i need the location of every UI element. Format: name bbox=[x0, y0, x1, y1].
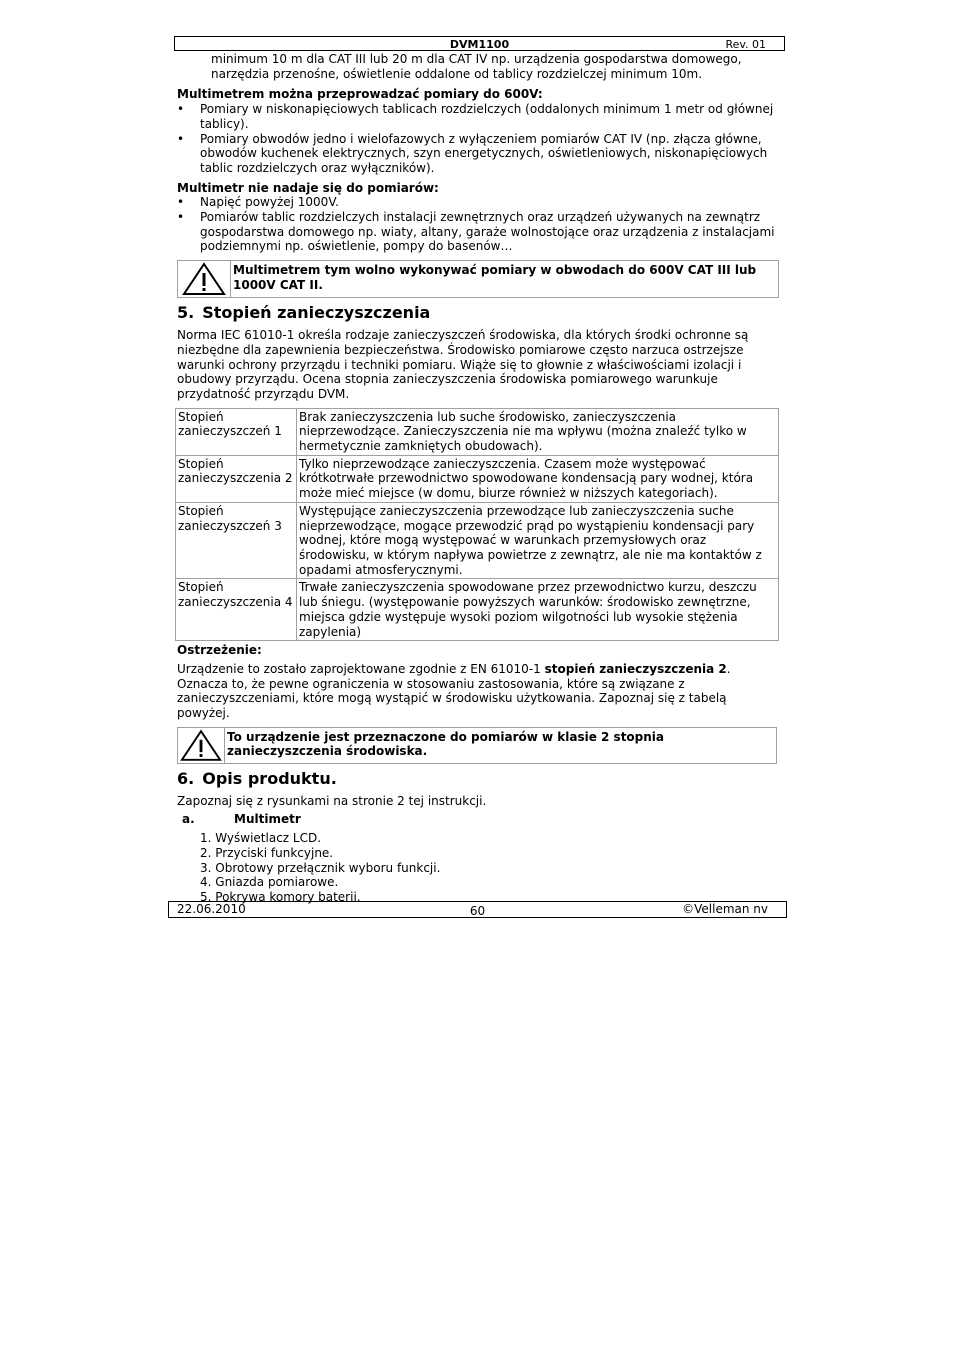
footer-copyright: ©Velleman nv bbox=[682, 902, 768, 916]
description-cell: Tylko nieprzewodzące zanieczyszczenia. Czasem może występować krótkotrwałe przewodnictwo spowodowane kondensacją pary wodnej, która może mieć miejsce (w domu, biurze również w niższych kategoriach). bbox=[297, 455, 779, 502]
table-row bbox=[176, 579, 779, 641]
document-id: DVM1100 bbox=[449, 38, 510, 51]
cannot-measure-heading: Multimetr nie nadaje się do pomiarów: bbox=[177, 180, 439, 195]
level-cell: Stopień zanieczyszczeń 1 bbox=[176, 408, 297, 455]
bullet-icon: • bbox=[177, 195, 185, 210]
warning-text: To urządzenie jest przeznaczone do pomiarów w klasie 2 stopnia zanieczyszczenia środowiska. bbox=[227, 729, 665, 759]
section-6-paragraph: Zapoznaj się z rysunkami na stronie 2 tej instrukcji. bbox=[177, 793, 487, 808]
warning-box-cat bbox=[177, 260, 779, 298]
revision: Rev. 01 bbox=[725, 38, 766, 51]
page-number: 60 bbox=[469, 904, 486, 918]
table-row bbox=[176, 502, 779, 579]
bullet-icon: • bbox=[177, 131, 185, 146]
list-item: 5. Pokrywa komory baterii. bbox=[200, 889, 361, 904]
list-item: 3. Obrotowy przełącznik wyboru funkcji. bbox=[200, 860, 441, 875]
warning-box-pollution bbox=[177, 727, 777, 764]
warning-triangle-icon bbox=[180, 729, 222, 762]
pollution-degree-table bbox=[175, 408, 779, 642]
level-cell: Stopień zanieczyszczeń 3 bbox=[176, 502, 297, 579]
caution-heading: Ostrzeżenie: bbox=[177, 643, 262, 658]
description-cell: Występujące zanieczyszczenia przewodzące lub zanieczyszczenia suche nieprzewodzące, mogące przewodzić prąd po wystąpieniu kondensacji pary wodnej, które mogą występować w warunkach przemysłowych oraz środowisku, w którym napływa powietrze z zewnątrz, ale nie ma kontaktów z opadami atmosferycznymi. bbox=[297, 502, 779, 579]
cannot-measure-list bbox=[177, 195, 779, 254]
description-cell: Brak zanieczyszczenia lub suche środowisko, zanieczyszczenia nieprzewodzące. Zanieczyszczenia nie ma wpływu (można znaleźć tylko w hermetycznie zamkniętych obudowach). bbox=[297, 408, 779, 455]
list-item: • Pomiary obwodów jedno i wielofazowych z wyłączeniem pomiarów CAT IV (np. złącza główne, obwodów kuchenek elektrycznych, szyn energetycznych, oświetleniowych, niskonapięciowych tablic rozdzielczych oraz wyłączników). bbox=[177, 131, 768, 175]
continued-paragraph: minimum 10 m dla CAT III lub 20 m dla CAT IV np. urządzenia gospodarstwa domowego, narzędzia przenośne, oświetlenie oddalone od tablicy rozdzielczej minimum 10m. bbox=[211, 52, 742, 81]
section-5-title: 5. Stopień zanieczyszczenia bbox=[177, 303, 431, 323]
footer-date: 22.06.2010 bbox=[177, 902, 246, 916]
list-item: 4. Gniazda pomiarowe. bbox=[200, 875, 339, 890]
bullet-icon: • bbox=[177, 210, 185, 225]
caution-paragraph: Urządzenie to zostało zaprojektowane zgodnie z EN 61010-1 stopień zanieczyszczenia 2. Oznacza to, że pewne ograniczenia w stosowaniu zastosowania, które są związane z zanieczyszczeniami, które mogą wystąpić w środowisku użytkowania. Zapoznaj się z tabelą powyżej. bbox=[177, 661, 731, 721]
section-6-title: 6. Opis produktu. bbox=[177, 768, 337, 788]
list-item: • Napięć powyżej 1000V. bbox=[177, 195, 339, 210]
can-measure-heading: Multimetrem można przeprowadzać pomiary do 600V: bbox=[177, 87, 543, 102]
table-row bbox=[176, 408, 779, 455]
bullet-icon: • bbox=[177, 102, 185, 117]
warning-triangle-icon bbox=[182, 262, 226, 296]
level-cell: Stopień zanieczyszczenia 2 bbox=[176, 455, 297, 502]
list-item: • Pomiarów tablic rozdzielczych instalacji zewnętrznych oraz urządzeń używanych na zewnątrz gospodarstwa domowego np. wiaty, altany, garaże wolnostojące oraz urządzenia z instalacjami podziemnymi np. oświetlenie, pompy do basenów… bbox=[177, 210, 775, 254]
section-5-paragraph: Norma IEC 61010-1 określa rodzaje zanieczyszczeń środowiska, dla których środki ochronne są niezbędne dla zapewnienia bezpieczeństwa. Środowisko pomiarowe często narzuca ostrzejsze warunki ochrony przyrządu i techniki pomiaru. Wiąże się to głownie z właściwościami izolacji i obudowy przyrządu. Ocena stopnia zanieczyszczenia środowiska pomiarowego warunkuje przydatność przyrządu DVM. bbox=[177, 328, 749, 401]
page-footer bbox=[168, 901, 787, 918]
list-item: 1. Wyświetlacz LCD. bbox=[200, 831, 322, 846]
list-item: • Pomiary w niskonapięciowych tablicach rozdzielczych (oddalonych minimum 1 metr od głównej tablicy). bbox=[177, 102, 774, 131]
warning-text: Multimetrem tym wolno wykonywać pomiary w obwodach do 600V CAT III lub 1000V CAT II. bbox=[233, 263, 757, 292]
page-content bbox=[177, 52, 779, 905]
description-cell: Trwałe zanieczyszczenia spowodowane przez przewodnictwo kurzu, deszczu lub śniegu. (występowanie powyższych warunków: środowisko zewnętrzne, miejsca gdzie występuje wysoki poziom wilgotności lub wysokie stężenia zapylenia) bbox=[297, 579, 779, 641]
list-item: 2. Przyciski funkcyjne. bbox=[200, 845, 334, 860]
can-measure-list bbox=[177, 102, 779, 176]
table-row bbox=[176, 455, 779, 502]
page-header bbox=[174, 36, 785, 51]
level-cell: Stopień zanieczyszczenia 4 bbox=[176, 579, 297, 641]
parts-list bbox=[177, 831, 779, 905]
subsection-multimeter-heading: a. Multimetr bbox=[182, 812, 301, 827]
